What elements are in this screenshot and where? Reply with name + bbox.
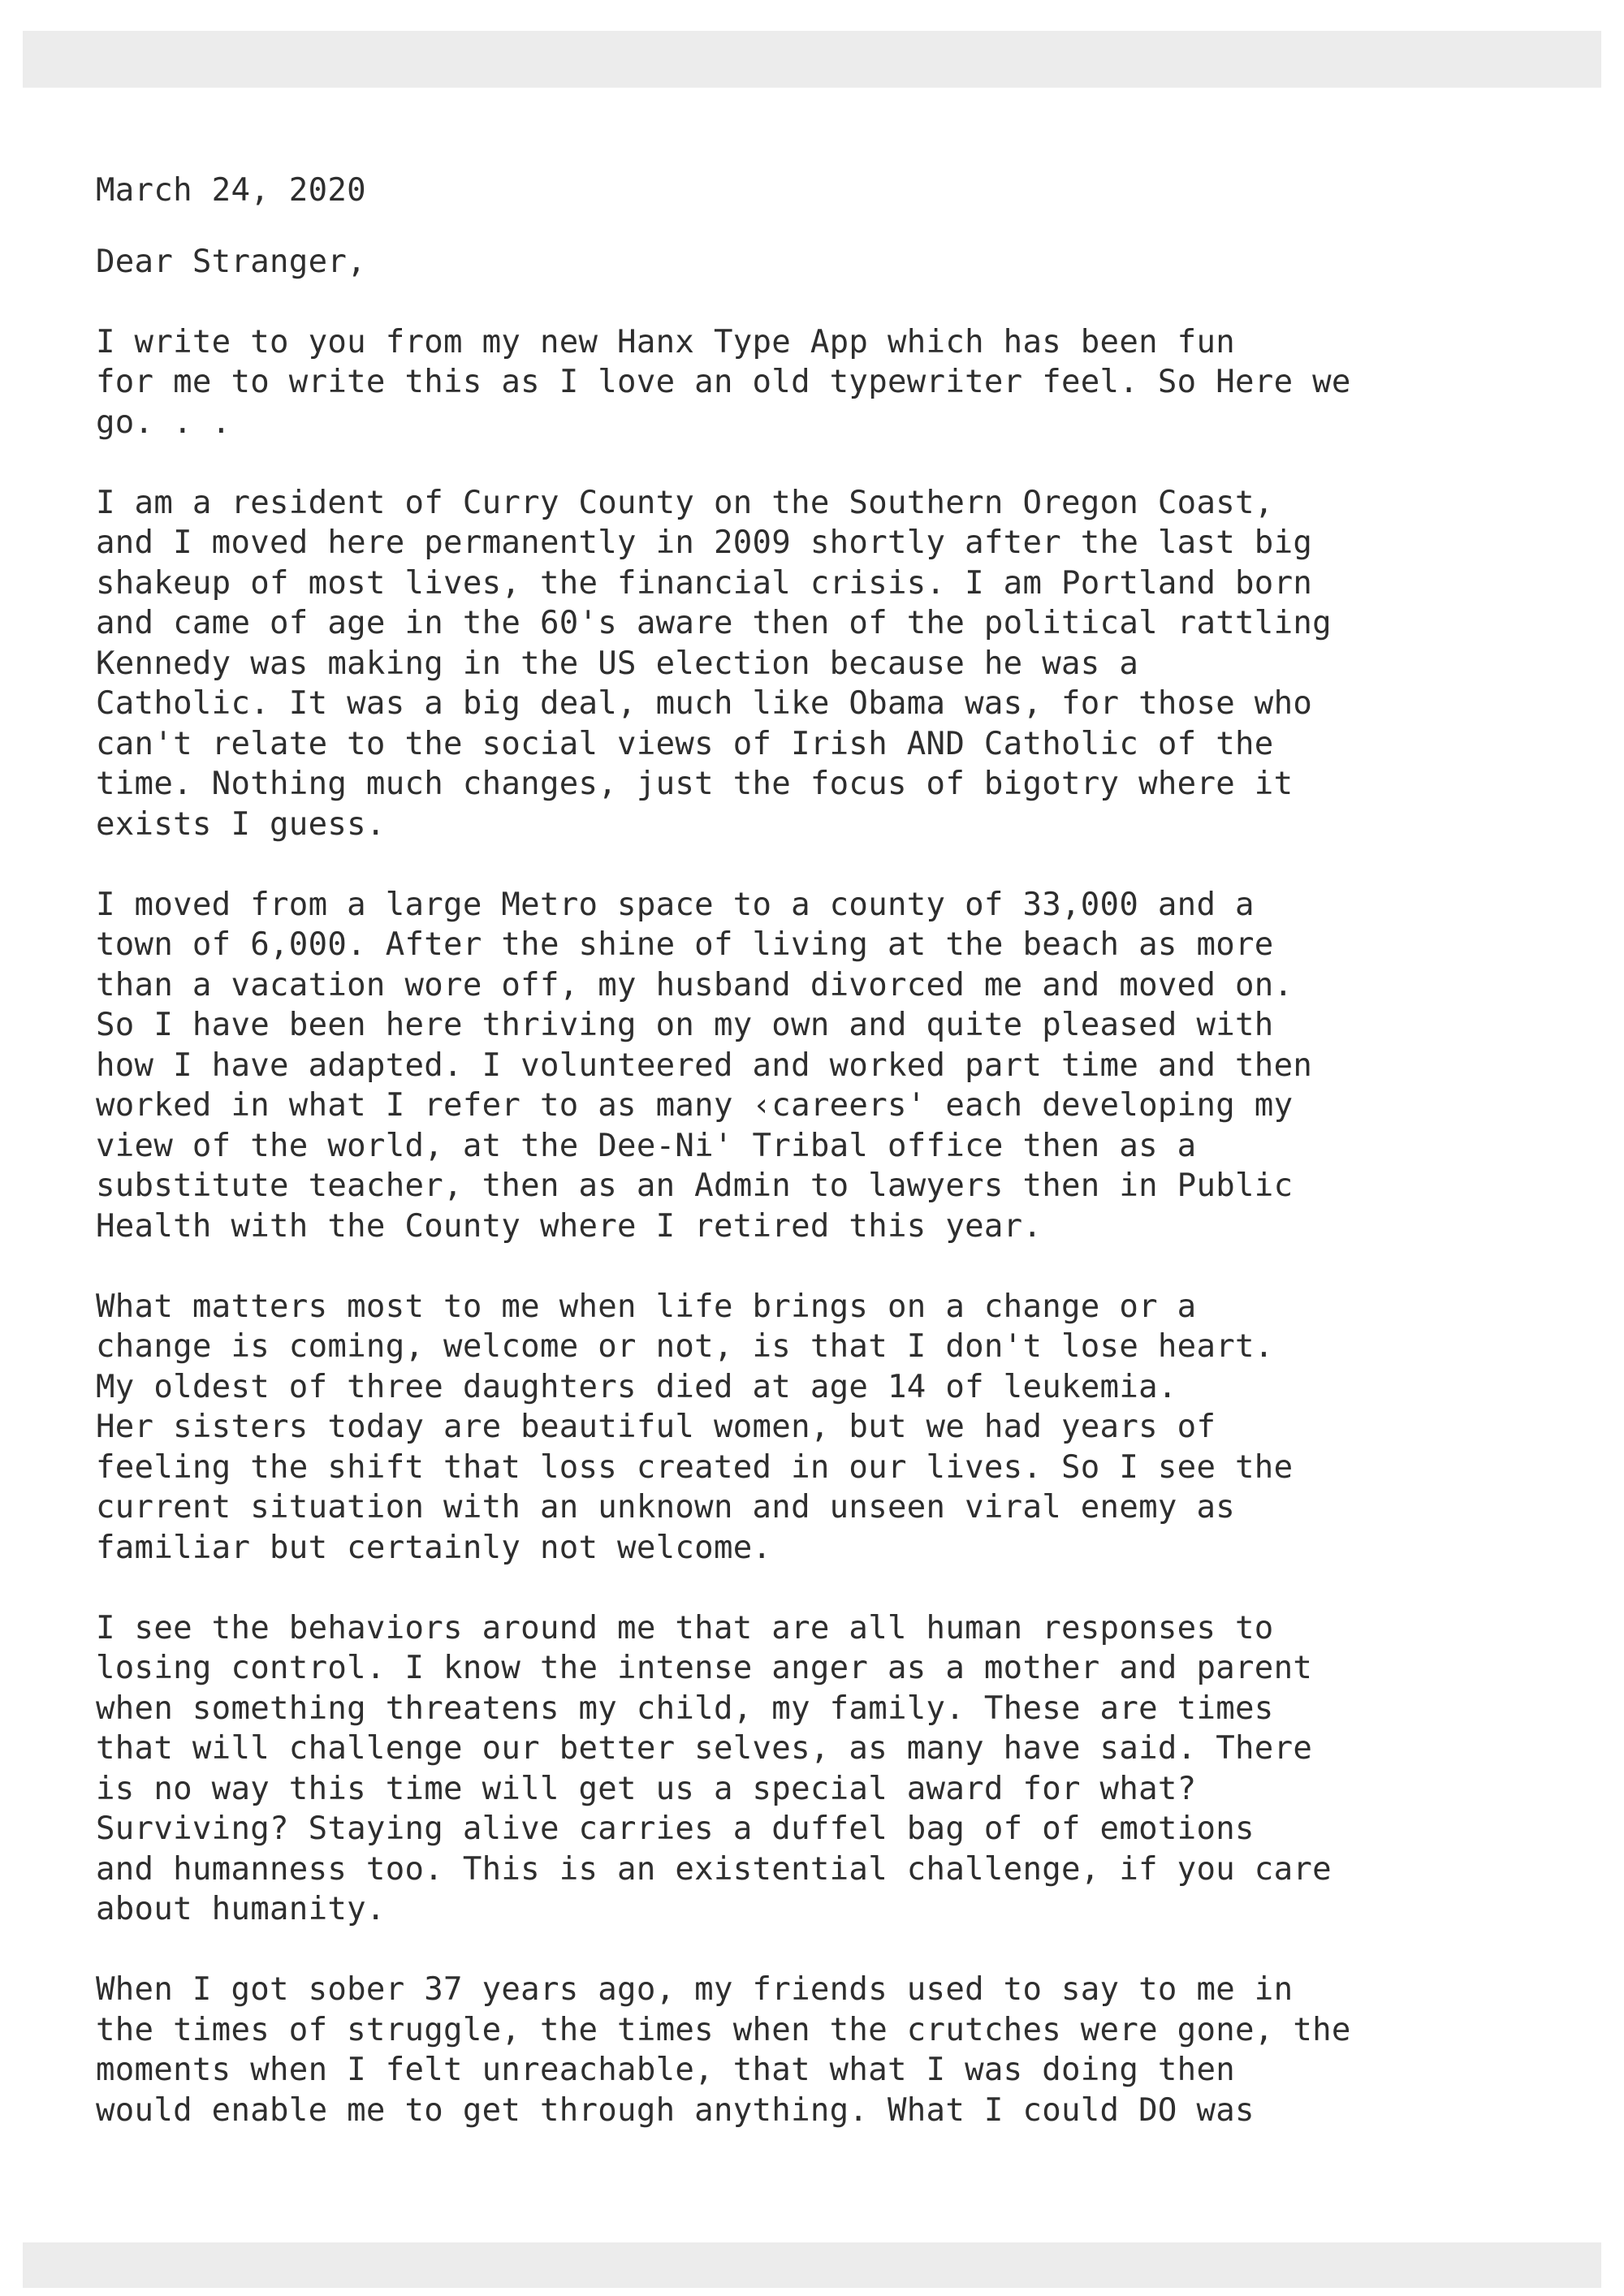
text-line: when something threatens my child, my family. These are times xyxy=(96,1690,1274,1727)
text-line: view of the world, at the Dee-Ni' Tribal office then as a xyxy=(96,1127,1197,1164)
text-line: and I moved here permanently in 2009 shortly after the last big xyxy=(96,524,1313,561)
paragraph-1 xyxy=(96,322,1606,443)
paragraph-5 xyxy=(96,1608,1606,1930)
text-line: My oldest of three daughters died at age 14 of leukemia. xyxy=(96,1368,1177,1405)
text-line: Her sisters today are beautiful women, but we had years of xyxy=(96,1409,1216,1445)
text-line: go. . . xyxy=(96,404,231,441)
paragraph-gap xyxy=(96,442,1606,483)
text-line: can't relate to the social views of Irish AND Catholic of the xyxy=(96,725,1274,762)
text-line: Health with the County where I retired this year. xyxy=(96,1207,1043,1245)
text-line: feeling the shift that loss created in our lives. So I see the xyxy=(96,1448,1294,1486)
text-line: would enable me to get through anything. What I could DO was xyxy=(96,2091,1255,2129)
text-line: Catholic. It was a big deal, much like Obama was, for those who xyxy=(96,685,1313,722)
letter-greeting: Dear Stranger, xyxy=(96,243,366,280)
text-line: Surviving? Staying alive carries a duffel bag of of emotions xyxy=(96,1810,1255,1847)
text-line: I moved from a large Metro space to a county of 33,000 and a xyxy=(96,886,1255,923)
text-line: worked in what I refer to as many ‹careers' each developing my xyxy=(96,1087,1294,1124)
text-line: losing control. I know the intense anger as a mother and parent xyxy=(96,1650,1313,1686)
text-line: about humanity. xyxy=(96,1891,386,1927)
text-line: and came of age in the 60's aware then of the political rattling xyxy=(96,605,1332,641)
text-line: When I got sober 37 years ago, my friends used to say to me in xyxy=(96,1971,1294,2008)
paragraph-2 xyxy=(96,483,1606,845)
text-line: time. Nothing much changes, just the focus of bigotry where it xyxy=(96,766,1294,802)
text-line: I am a resident of Curry County on the Southern Oregon Coast, xyxy=(96,484,1274,521)
text-line: So I have been here thriving on my own and quite pleased with xyxy=(96,1007,1274,1043)
text-line: for me to write this as I love an old typewriter feel. So Here we xyxy=(96,364,1351,400)
paragraph-gap xyxy=(96,282,1606,322)
text-line: I write to you from my new Hanx Type App which has been fun xyxy=(96,323,1236,360)
text-line: change is coming, welcome or not, is that I don't lose heart. xyxy=(96,1328,1274,1365)
text-line: What matters most to me when life brings on a change or a xyxy=(96,1288,1197,1325)
paragraph-gap xyxy=(96,1930,1606,1970)
text-line: Kennedy was making in the US election because he was a xyxy=(96,645,1139,682)
text-line: moments when I felt unreachable, that what I was doing then xyxy=(96,2052,1236,2088)
text-line: familiar but certainly not welcome. xyxy=(96,1529,772,1566)
paragraph-gap xyxy=(96,1568,1606,1608)
text-line: is no way this time will get us a special award for what? xyxy=(96,1770,1197,1807)
paragraph-gap xyxy=(96,1246,1606,1287)
paragraph-4 xyxy=(96,1287,1606,1569)
letter-date: March 24, 2020 xyxy=(96,172,366,209)
text-line: shakeup of most lives, the financial crisis. I am Portland born xyxy=(96,564,1313,602)
text-line: that will challenge our better selves, as many have said. There xyxy=(96,1730,1313,1767)
text-line: current situation with an unknown and unseen viral enemy as xyxy=(96,1489,1236,1526)
text-line: substitute teacher, then as an Admin to lawyers then in Public xyxy=(96,1167,1294,1204)
text-line: exists I guess. xyxy=(96,805,386,843)
scan-bottom-band xyxy=(23,2242,1601,2288)
letter-body xyxy=(96,170,1606,2130)
text-line: how I have adapted. I volunteered and worked part time and then xyxy=(96,1047,1313,1084)
scan-top-band xyxy=(23,31,1601,88)
text-line: town of 6,000. After the shine of living at the beach as more xyxy=(96,926,1274,963)
text-line: I see the behaviors around me that are all human responses to xyxy=(96,1609,1274,1646)
paragraph-gap xyxy=(96,844,1606,885)
text-line: and humanness too. This is an existential challenge, if you care xyxy=(96,1850,1332,1888)
text-line: than a vacation wore off, my husband divorced me and moved on. xyxy=(96,966,1294,1003)
text-line: the times of struggle, the times when the crutches were gone, the xyxy=(96,2011,1351,2048)
paragraph-6 xyxy=(96,1970,1606,2130)
paragraph-3 xyxy=(96,885,1606,1247)
